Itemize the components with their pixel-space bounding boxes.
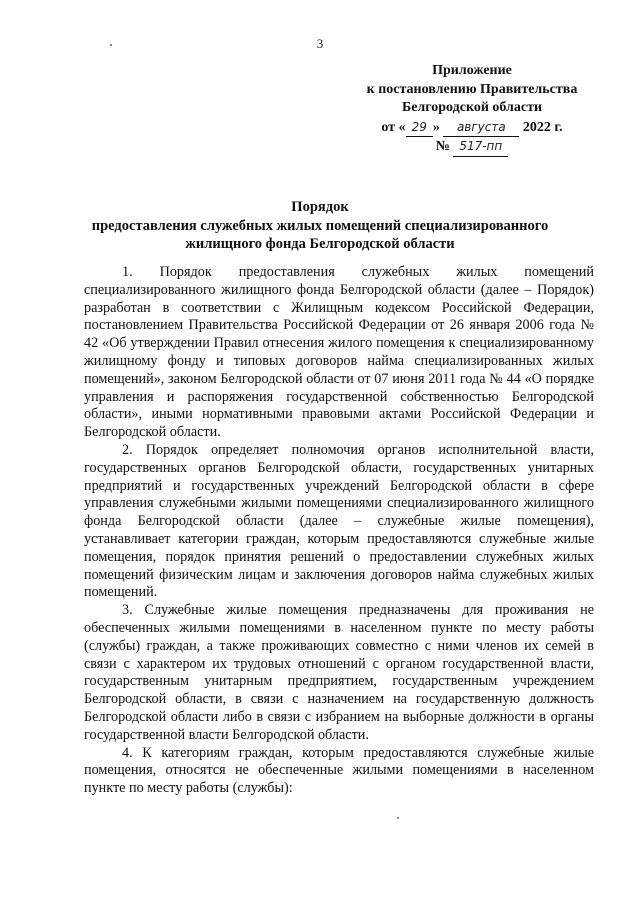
- appendix-line-region: Белгородской области: [401, 100, 543, 115]
- document-title: [60, 198, 580, 254]
- paragraph-1: 1. Порядок предоставления служебных жилых помещений специализированного жилищного фонда Белгородской области (далее – Порядок) разработан в соответствии с Жилищным кодексом Российской Федерации, постановлением Правительства Российской Федерации от 26 января 2006 года № 42 «Об утверждении Правил отнесения жилого помещения к специализированному жилищному фонду и типовых договоров найма специализированных жилых помещений», законом Белгородской области от 07 июня 2011 года № 44 «О порядке управления и распоряжения государственной собственностью Белгородской области», иными нормативными правовыми актами Российской Федерации и Белгородской области.: [84, 264, 594, 441]
- page-number: 3: [316, 36, 324, 51]
- paragraph-4: 4. К категориям граждан, которым предоставляются служебные жилые помещения, относятся не обеспеченные жилыми помещениями в населенном пункте по месту работы (службы):: [84, 744, 594, 797]
- scan-speck: [397, 817, 399, 819]
- number-value-handwritten: 517-пп: [453, 137, 508, 157]
- title-line-1: Порядок: [291, 199, 349, 215]
- number-prefix: №: [435, 139, 450, 154]
- date-mid: »: [432, 119, 440, 135]
- paragraph-2: 2. Порядок определяет полномочия органов исполнительной власти, государственных органов Белгородской области, государственных унитарных предприятий и государственных учреждений Белгородской области в сфере управления служебными жилыми помещениями специализированного жилищного фонда Белгородской области (далее – служебные жилые помещения), устанавливает категории граждан, которым предоставляются служебные жилые помещения, порядок принятия решений о предоставлении служебных жилых помещений физическим лицам и заключения договоров найма служебных жилых помещений.: [84, 441, 594, 601]
- appendix-date: [352, 118, 592, 138]
- date-year: 2022 г.: [522, 119, 563, 135]
- appendix-number: [352, 137, 592, 157]
- date-prefix: от «: [381, 119, 406, 135]
- scan-speck: [110, 44, 112, 46]
- title-line-2: предоставления служебных жилых помещений специализированного: [91, 217, 549, 234]
- document-body: [84, 264, 594, 798]
- appendix-header: [352, 62, 592, 157]
- appendix-title: Приложение: [432, 63, 512, 78]
- date-day-handwritten: 29: [406, 118, 433, 138]
- date-month-handwritten: августа: [443, 118, 519, 138]
- paragraph-3: 3. Служебные жилые помещения предназначены для проживания не обеспеченных жилыми помещениями в населенном пункте по месту работы (службы) граждан, а также проживающих совместно с ними членов их семей в связи с характером их трудовых отношений с органом государственной власти, государственным унитарным предприятием, государственным учреждением Белгородской области, в связи с назначением на государственную должность Белгородской области либо в связи с избранием на выборные должности в органы государственной власти Белгородской области.: [84, 602, 594, 743]
- appendix-line-resolution: к постановлению Правительства: [366, 81, 578, 97]
- title-line-3: жилищного фонда Белгородской области: [185, 236, 455, 252]
